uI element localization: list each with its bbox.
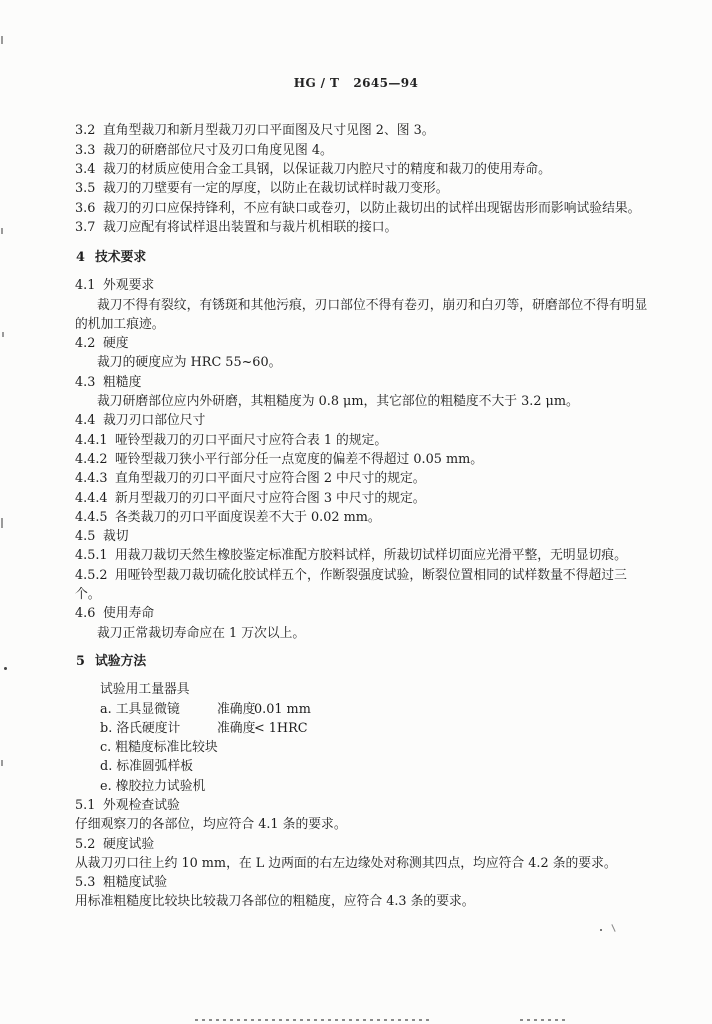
instrument-label: a. 工具显微镜 xyxy=(100,701,180,717)
clause-4-6-body xyxy=(0,624,712,643)
clause-4-1-body xyxy=(0,296,712,315)
clause-title: 裁刀刃口部位尺寸 xyxy=(103,413,206,429)
scan-artifact xyxy=(1,228,3,234)
clause-4-4-3 xyxy=(0,469,712,488)
clause-number: 3.4 xyxy=(75,161,96,177)
instrument-item xyxy=(0,719,712,738)
clause-4-6-heading xyxy=(0,604,712,623)
clause-text: 各类裁刀的刃口平面度误差不大于 0.02 mm。 xyxy=(115,509,381,525)
clause-title: 外观要求 xyxy=(103,278,155,294)
clause-3-2 xyxy=(0,121,712,140)
clause-5-2-heading xyxy=(0,835,712,854)
clause-4-4-2 xyxy=(0,450,712,469)
clause-4-5-1 xyxy=(0,546,712,565)
clause-4-1-heading xyxy=(0,276,712,295)
instruments-intro xyxy=(0,680,712,699)
clause-number: 4.1 xyxy=(75,278,96,294)
clause-number: 3.5 xyxy=(75,181,96,197)
section-4-heading xyxy=(0,248,712,267)
body-text: 裁刀不得有裂纹，有锈斑和其他污痕，刃口部位不得有卷刃，崩刃和白刃等，研磨部位不得有明显 xyxy=(97,297,648,313)
clause-number: 4.4.3 xyxy=(75,471,108,487)
clause-5-2-body xyxy=(0,854,712,873)
scan-artifact xyxy=(4,667,7,670)
body-text: 试验用工量器具 xyxy=(100,682,190,698)
clause-3-4 xyxy=(0,160,712,179)
clause-title: 外观检查试验 xyxy=(103,798,180,813)
body-text: 裁刀的硬度应为 HRC 55~60。 xyxy=(97,355,282,371)
clause-text: 用裁刀裁切天然生橡胶鉴定标准配方胶料试样，所裁切试样切面应光滑平整，无明显切痕。 xyxy=(115,548,627,564)
clause-text: 用哑铃型裁刀裁切硫化胶试样五个，作断裂强度试验，断裂位置相同的试样数量不得超过三 xyxy=(115,567,627,583)
clause-3-6 xyxy=(0,199,712,218)
clause-number: 4.5.2 xyxy=(75,567,108,583)
clause-3-5 xyxy=(0,179,712,198)
clause-number: 4.4.4 xyxy=(75,490,108,506)
clause-number: 4.5.1 xyxy=(75,548,108,564)
clause-number: 5.1 xyxy=(75,798,96,813)
instrument-item xyxy=(0,757,712,776)
scan-artifact xyxy=(1,36,3,44)
instrument-label: e. 橡胶拉力试验机 xyxy=(100,778,206,794)
clause-number: 3.7 xyxy=(75,219,96,235)
clause-4-4-1 xyxy=(0,431,712,450)
clause-number: 4.6 xyxy=(75,606,96,622)
clause-title: 粗糙度 xyxy=(103,374,142,390)
clause-number: 3.6 xyxy=(75,200,96,216)
clause-4-2-heading xyxy=(0,334,712,353)
clause-text: 直角型裁刀和新月型裁刀刃口平面图及尺寸见图 2、图 3。 xyxy=(103,123,435,139)
scan-artifact xyxy=(520,1019,565,1021)
instrument-label: c. 粗糙度标准比较块 xyxy=(100,740,218,756)
clause-title: 硬度试验 xyxy=(103,836,155,852)
clause-4-4-heading xyxy=(0,411,712,430)
scan-artifact xyxy=(1,518,3,528)
clause-number: 4.2 xyxy=(75,336,96,352)
clause-number: 4.5 xyxy=(75,529,96,545)
clause-5-1-body xyxy=(0,815,712,834)
clause-text: 裁刀的刃口应保持锋利，不应有缺口或卷刃，以防止裁切出的试样出现锯齿形而影响试验结果。 xyxy=(103,200,641,216)
standard-code: HG / T xyxy=(293,76,340,90)
clause-text: 直角型裁刀的刃口平面尺寸应符合图 2 中尺寸的规定。 xyxy=(115,471,426,487)
clause-title: 粗糙度试验 xyxy=(103,875,167,891)
accuracy-value: < 1HRC xyxy=(254,720,308,736)
body-text: 的机加工痕迹。 xyxy=(75,316,165,332)
clause-text: 裁刀的刀壁要有一定的厚度，以防止在裁切试样时裁刀变形。 xyxy=(103,181,449,197)
clause-number: 5.2 xyxy=(75,836,96,852)
clause-number: 4.4.2 xyxy=(75,451,108,467)
clause-title: 裁切 xyxy=(103,529,129,545)
clause-number: 4.4.1 xyxy=(75,432,108,448)
body-text: 裁刀研磨部位应内外研磨，其粗糙度为 0.8 μm，其它部位的粗糙度不大于 3.2 μm。 xyxy=(97,394,579,410)
scan-artifact xyxy=(600,929,602,931)
clause-3-3 xyxy=(0,141,712,160)
clause-5-3-heading xyxy=(0,873,712,892)
section-number: 5 xyxy=(76,654,85,670)
clause-number: 4.3 xyxy=(75,374,96,390)
clause-number: 4.4.5 xyxy=(75,509,108,525)
accuracy-label: 准确度 xyxy=(217,701,256,717)
clause-4-4-4 xyxy=(0,489,712,508)
standard-number: 2645—94 xyxy=(353,76,419,90)
scan-artifact xyxy=(195,1019,430,1021)
section-title: 试验方法 xyxy=(95,654,147,670)
clause-number: 3.3 xyxy=(75,142,96,158)
clause-4-3-heading xyxy=(0,373,712,392)
clause-4-5-heading xyxy=(0,527,712,546)
section-5-heading xyxy=(0,652,712,671)
clause-4-2-body xyxy=(0,353,712,372)
instrument-item xyxy=(0,777,712,796)
clause-4-1-body-continued xyxy=(0,315,712,334)
instrument-label: b. 洛氏硬度计 xyxy=(100,720,181,736)
clause-text: 新月型裁刀的刃口平面尺寸应符合图 3 中尺寸的规定。 xyxy=(115,490,426,506)
clause-5-3-body xyxy=(0,892,712,911)
clause-text: 裁刀的研磨部位尺寸及刃口角度见图 4。 xyxy=(103,142,333,158)
scan-artifact xyxy=(611,924,615,932)
instrument-item xyxy=(0,738,712,757)
clause-text: 哑铃型裁刀的刃口平面尺寸应符合表 1 的规定。 xyxy=(115,432,388,448)
instrument-item xyxy=(0,700,712,719)
clause-text: 个。 xyxy=(75,587,101,603)
clause-4-5-2 xyxy=(0,566,712,585)
clause-title: 硬度 xyxy=(103,336,129,352)
body-text: 从裁刀刃口往上约 10 mm，在 L 边两面的右左边缘处对称测其四点，均应符合 4.2 条的要求。 xyxy=(75,855,617,871)
clause-text: 裁刀应配有将试样退出装置和与裁片机相联的接口。 xyxy=(103,219,398,235)
clause-number: 5.3 xyxy=(75,875,96,891)
accuracy-label: 准确度 xyxy=(217,720,256,736)
clause-title: 使用寿命 xyxy=(103,606,155,622)
body-text: 用标准粗糙度比较块比较裁刀各部位的粗糙度，应符合 4.3 条的要求。 xyxy=(75,894,475,910)
clause-number: 3.2 xyxy=(75,123,96,139)
clause-5-1-heading xyxy=(0,796,712,815)
scan-artifact xyxy=(2,332,4,337)
clause-text: 哑铃型裁刀狭小平行部分任一点宽度的偏差不得超过 0.05 mm。 xyxy=(115,451,484,467)
accuracy-value: 0.01 mm xyxy=(254,701,311,717)
scan-artifact xyxy=(1,760,3,766)
body-text: 仔细观察刀的各部位，均应符合 4.1 条的要求。 xyxy=(75,817,347,833)
clause-text: 裁刀的材质应使用合金工具钢，以保证裁刀内腔尺寸的精度和裁刀的使用寿命。 xyxy=(103,161,551,177)
body-text: 裁刀正常裁切寿命应在 1 万次以上。 xyxy=(97,625,306,641)
clause-4-3-body xyxy=(0,392,712,411)
page-header xyxy=(0,74,712,92)
instrument-label: d. 标准圆弧样板 xyxy=(100,759,194,775)
section-title: 技术要求 xyxy=(95,250,147,266)
clause-4-5-2-continued xyxy=(0,585,712,604)
clause-3-7 xyxy=(0,218,712,237)
document-body xyxy=(0,121,712,911)
clause-number: 4.4 xyxy=(75,413,96,429)
section-number: 4 xyxy=(76,250,85,266)
clause-4-4-5 xyxy=(0,508,712,527)
